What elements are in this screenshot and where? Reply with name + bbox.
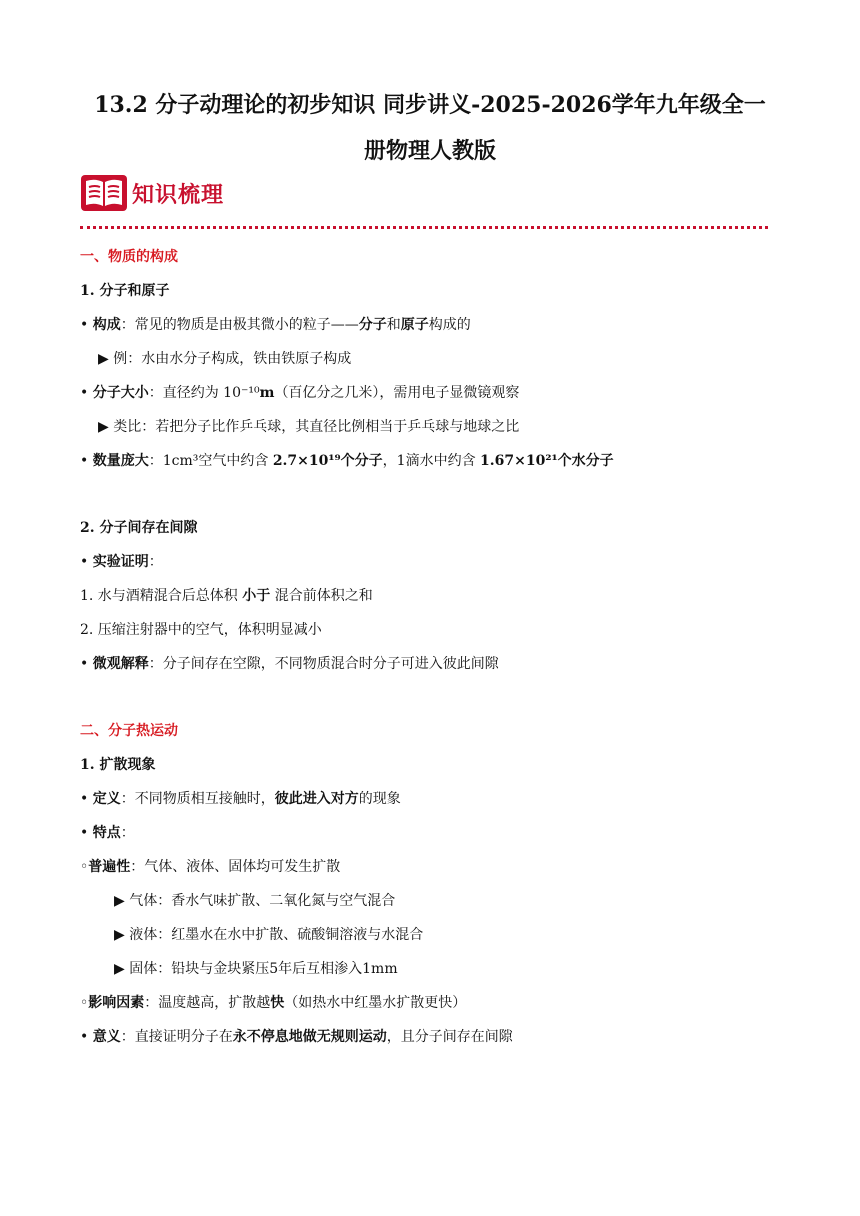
subheading-diffusion: 1. 扩散现象: [80, 757, 156, 773]
example-solid: [114, 959, 398, 979]
bullet-dot: •: [80, 317, 89, 333]
arrow-bullet-icon: ▶: [98, 419, 109, 435]
proof-item-1-less-than: 小于: [242, 588, 271, 604]
document-title-line-1: 13.2 分子动理论的初步知识 同步讲义-2025-2026学年九年级全一: [94, 92, 766, 118]
bullet-definition: [80, 789, 401, 809]
significance-text-a: ：直接证明分子在: [120, 1029, 233, 1045]
features-colon: ：: [120, 825, 135, 841]
bullet-composition: [80, 315, 471, 335]
bullet-features: [80, 823, 135, 843]
count-text-a: ：1cm³空气中约含: [148, 453, 273, 469]
significance-emphasis: 永不停息地做无规则运动: [232, 1029, 387, 1045]
arrow-bullet-icon: ▶: [114, 927, 125, 943]
banner-label: 知识梳理: [132, 182, 225, 208]
definition-label: 定义: [92, 791, 121, 807]
composition-molecule: 分子: [358, 317, 387, 333]
micro-label: 微观解释: [92, 656, 149, 672]
count-water-molecules: 1.67×10²¹个水分子: [480, 453, 614, 469]
analogy-text: 类比：若把分子比作乒乓球，其直径比例相当于乒乓球与地球之比: [113, 419, 520, 435]
proof-item-1-text-a: 1. 水与酒精混合后总体积: [80, 588, 243, 604]
size-unit: m: [259, 385, 275, 401]
dotted-divider: [80, 226, 768, 229]
significance-label: 意义: [92, 1029, 121, 1045]
analogy-item: [98, 417, 519, 437]
micro-text: ：分子间存在空隙，不同物质混合时分子可进入彼此间隙: [148, 656, 499, 672]
bullet-micro-explanation: [80, 654, 499, 674]
factor-label: 影响因素: [88, 995, 145, 1011]
proof-item-1: [80, 586, 373, 606]
bullet-dot: •: [80, 791, 89, 807]
arrow-bullet-icon: ▶: [98, 351, 109, 367]
factor-text-b: （如热水中红墨水扩散更快）: [284, 995, 467, 1011]
definition-text-a: ：不同物质相互接触时，: [120, 791, 275, 807]
universality-text: ：气体、液体、固体均可发生扩散: [130, 859, 341, 875]
count-air-molecules: 2.7×10¹⁹个分子: [272, 453, 383, 469]
proof-item-1-text-c: 混合前体积之和: [270, 588, 373, 604]
definition-emphasis: 彼此进入对方: [274, 791, 359, 807]
factor-emphasis: 快: [270, 995, 285, 1011]
example-item: [98, 349, 351, 369]
gas-text: 气体：香水气味扩散、二氧化氮与空气混合: [129, 893, 396, 909]
composition-text-b: 和: [386, 317, 401, 333]
composition-text-a: ：常见的物质是由极其微小的粒子——: [120, 317, 359, 333]
section-heading-matter-structure: 一、物质的构成: [80, 249, 178, 265]
size-text-b: （百亿分之几米），需用电子显微镜观察: [274, 385, 520, 401]
solid-text: 固体：铅块与金块紧压5年后互相渗入1mm: [129, 961, 398, 977]
bullet-large-count: [80, 451, 614, 471]
significance-text-b: ，且分子间存在间隙: [386, 1029, 513, 1045]
universality-label: 普遍性: [88, 859, 131, 875]
bullet-dot: •: [80, 453, 89, 469]
proof-colon: ：: [148, 554, 163, 570]
arrow-bullet-icon: ▶: [114, 961, 125, 977]
bullet-dot: •: [80, 825, 89, 841]
bullet-dot: •: [80, 656, 89, 672]
bullet-significance: [80, 1027, 513, 1047]
size-exponent: ⁻¹⁰: [240, 385, 260, 401]
size-text-a: ：直径约为 10: [148, 385, 241, 401]
feature-influence-factor: [80, 993, 466, 1013]
subheading-molecules-atoms: 1. 分子和原子: [80, 283, 170, 299]
definition-text-b: 的现象: [358, 791, 401, 807]
arrow-bullet-icon: ▶: [114, 893, 125, 909]
bullet-dot: •: [80, 1029, 89, 1045]
subheading-molecular-gaps: 2. 分子间存在间隙: [80, 520, 198, 536]
circle-bullet: ◦: [80, 995, 89, 1011]
composition-atom: 原子: [400, 317, 429, 333]
example-text: 例：水由水分子构成，铁由铁原子构成: [113, 351, 352, 367]
proof-label: 实验证明: [92, 554, 149, 570]
example-gas: [114, 891, 395, 911]
factor-text-a: ：温度越高，扩散越: [144, 995, 271, 1011]
knowledge-banner: [80, 173, 224, 213]
count-text-b: ，1滴水中约含: [382, 453, 481, 469]
liquid-text: 液体：红墨水在水中扩散、硫酸铜溶液与水混合: [129, 927, 424, 943]
composition-label: 构成: [92, 317, 121, 333]
circle-bullet: ◦: [80, 859, 89, 875]
proof-item-2: 2. 压缩注射器中的空气，体积明显减小: [80, 622, 322, 638]
bullet-dot: •: [80, 554, 89, 570]
bullet-dot: •: [80, 385, 89, 401]
feature-universality: [80, 857, 340, 877]
example-liquid: [114, 925, 423, 945]
bullet-experiment-proof: [80, 552, 163, 572]
section-heading-thermal-motion: 二、分子热运动: [80, 723, 178, 739]
features-label: 特点: [92, 825, 121, 841]
composition-text-c: 构成的: [428, 317, 471, 333]
open-book-icon: [80, 173, 128, 213]
document-title-line-2: 册物理人教版: [363, 138, 496, 164]
count-label: 数量庞大: [92, 453, 149, 469]
bullet-molecule-size: [80, 383, 519, 403]
size-label: 分子大小: [92, 385, 149, 401]
